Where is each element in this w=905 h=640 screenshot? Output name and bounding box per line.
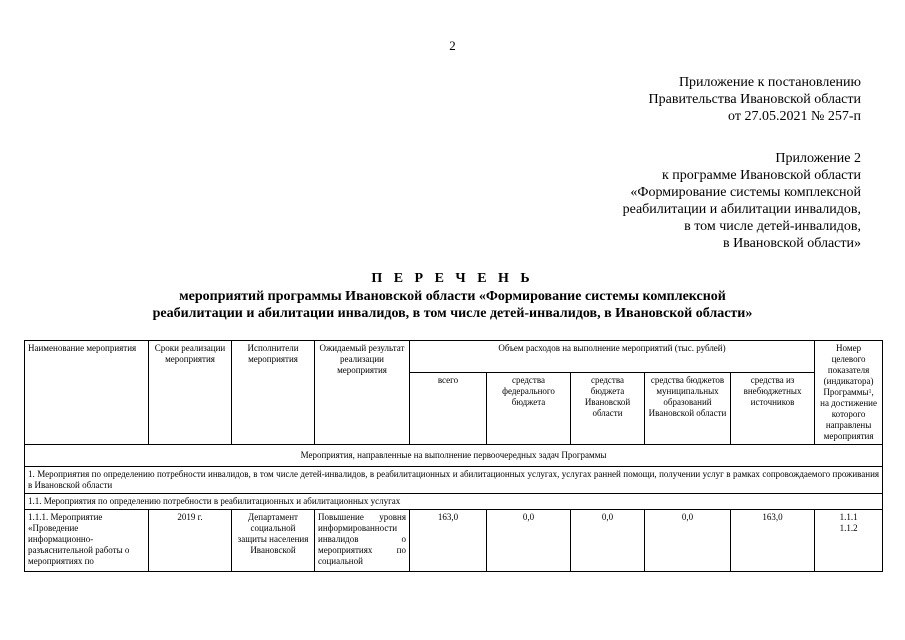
appendix-line: от 27.05.2021 № 257-п xyxy=(728,109,861,124)
header-expenses: Объем расходов на выполнение мероприятий (тыс. рублей) xyxy=(410,341,815,373)
indicator-value: 1.1.2 xyxy=(839,523,858,533)
measures-table xyxy=(24,340,883,572)
header-total: всего xyxy=(410,373,487,445)
appendix-line: Приложение к постановлению xyxy=(678,75,861,90)
header-indicator-tail: , на достижение которого направлены мероприятия xyxy=(820,387,877,441)
cell-terms: 2019 г. xyxy=(149,510,232,572)
title-heading: П Е Р Е Ч Е Н Ь xyxy=(371,271,534,286)
appendix-line: в том числе детей-инвалидов, xyxy=(684,219,861,234)
cell-federal: 0,0 xyxy=(487,510,571,572)
appendix-line: Приложение 2 xyxy=(775,151,861,166)
cell-result: Повышение уровня информированности инвалидов о мероприятиях по социальной xyxy=(315,510,410,572)
header-indicator-text: Номер целевого показателя (индикатора) Программы xyxy=(823,343,874,397)
header-municipal: средства бюджетов муниципальных образований Ивановской области xyxy=(645,373,731,445)
table-row xyxy=(25,445,883,467)
document-title xyxy=(0,270,905,322)
appendix-line: реабилитации и абилитации инвалидов, xyxy=(622,202,861,217)
appendix-line: в Ивановской области» xyxy=(723,236,861,251)
cell-executor: Департамент социальной защиты населения Ивановской xyxy=(232,510,315,572)
header-terms: Сроки реализации мероприятия xyxy=(149,341,232,445)
header-indicator xyxy=(815,341,883,445)
appendix-program xyxy=(623,150,861,252)
cell-name: 1.1.1. Мероприятие «Проведение информационно-разъяснительной работы о мероприятиях по xyxy=(25,510,149,572)
indicator-value: 1.1.1 xyxy=(839,512,858,522)
header-executors: Исполнители мероприятия xyxy=(232,341,315,445)
appendix-resolution xyxy=(649,74,861,125)
table-row xyxy=(25,510,883,572)
table-row xyxy=(25,494,883,510)
cell-extrabudget: 163,0 xyxy=(731,510,815,572)
header-indicator-footnote: 1 xyxy=(868,389,872,395)
cell-regional: 0,0 xyxy=(571,510,645,572)
row-1-1: 1.1. Мероприятия по определению потребности в реабилитационных и абилитационных услугах xyxy=(25,494,883,510)
table-header-row xyxy=(25,341,883,373)
title-line: реабилитации и абилитации инвалидов, в том числе детей-инвалидов, в Ивановской области» xyxy=(152,306,753,321)
appendix-line: «Формирование системы комплексной xyxy=(630,185,861,200)
appendix-line: к программе Ивановской области xyxy=(661,168,861,183)
section-row: Мероприятия, направленные на выполнение первоочередных задач Программы xyxy=(25,445,883,467)
title-line: мероприятий программы Ивановской области «Формирование системы комплексной xyxy=(179,289,726,304)
page-number: 2 xyxy=(449,38,456,53)
header-regional: средства бюджета Ивановской области xyxy=(571,373,645,445)
header-name: Наименование мероприятия xyxy=(25,341,149,445)
header-expected-result: Ожидаемый результат реализации мероприятия xyxy=(315,341,410,445)
table-row xyxy=(25,467,883,494)
row-1: 1. Мероприятия по определению потребности инвалидов, в том числе детей-инвалидов, в реабилитационных и абилитационных услугах, услугах ранней помощи, получении услуг в рамках сопровождаемого проживания в Ивановской области xyxy=(25,467,883,494)
appendix-line: Правительства Ивановской области xyxy=(648,92,861,107)
cell-municipal: 0,0 xyxy=(645,510,731,572)
cell-total: 163,0 xyxy=(410,510,487,572)
cell-indicators xyxy=(815,510,883,572)
header-federal: средства федерального бюджета xyxy=(487,373,571,445)
header-extrabudget: средства из внебюджетных источников xyxy=(731,373,815,445)
